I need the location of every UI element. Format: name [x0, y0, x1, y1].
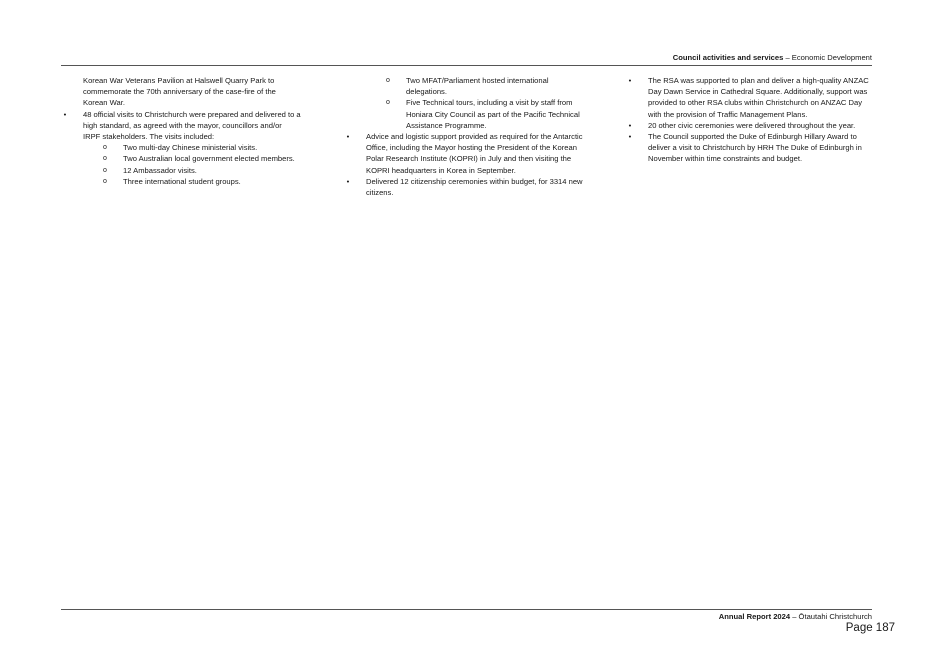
bullet-marker: •: [346, 176, 350, 186]
sub-list-item: [61, 165, 301, 176]
column-left: [61, 75, 301, 187]
list-item: [344, 131, 589, 176]
sub-bullet-marker: o: [386, 77, 390, 84]
footer-rule: [61, 609, 872, 610]
sub-list-item-text: Three international student groups.: [123, 176, 241, 186]
sub-list-item: [344, 75, 589, 97]
bullet-marker: •: [628, 76, 632, 85]
sub-list-item: [61, 176, 301, 187]
running-footer: [61, 612, 872, 622]
sub-list-item-text: Two multi-day Chinese ministerial visits.: [123, 143, 258, 153]
sub-list-item-text: 12 Ambassador visits.: [123, 165, 197, 175]
bullet-marker: •: [346, 132, 350, 142]
list-item-text: 20 other civic ceremonies were delivered throughout the year.: [648, 120, 856, 130]
sub-list-item: [61, 142, 301, 153]
running-header: [61, 53, 872, 63]
sub-list-item: [344, 97, 589, 131]
column-right: [626, 75, 874, 165]
footer-report-title: Annual Report 2024: [718, 612, 791, 621]
sub-list-item-text: Two Australian local government elected members.: [123, 154, 295, 164]
list-item: [626, 131, 874, 165]
list-item-text: Advice and logistic support provided as required for the Antarctic Office, including the Mayor hosting the President of the Korean Polar Research Institute (KOPRI) in July and then visiting the KOPRI headquarters in Korea in September.: [366, 132, 583, 175]
bullet-marker: •: [628, 120, 632, 130]
header-section-subtitle: – Economic Development: [783, 53, 872, 62]
sub-list-item-text: Five Technical tours, including a visit by staff from Honiara City Council as part of the Pacific Technical Assistance Programme.: [406, 98, 580, 130]
footer-location: – Ōtautahi Christchurch: [790, 612, 872, 621]
bullet-marker: •: [628, 132, 632, 142]
list-item-text: Delivered 12 citizenship ceremonies within budget, for 3314 new citizens.: [366, 176, 583, 198]
list-item-text: The Council supported the Duke of Edinburgh Hillary Award to deliver a visit to Christchurch by HRH The Duke of Edinburgh in November within time constraints and budget.: [648, 132, 862, 164]
column-middle: [344, 75, 589, 198]
bullet-marker: •: [63, 109, 67, 119]
list-item-text: The RSA was supported to plan and deliver a high-quality ANZAC Day Dawn Service in Cathedral Square. Additionally, support was provided to other RSA clubs within Christchurch on ANZAC Day with the provision of Traffic Management Plans.: [648, 76, 869, 119]
list-item-text: 48 official visits to Christchurch were prepared and delivered to a high standard, as agreed with the mayor, councillors and/or IRPF stakeholders. The visits included:: [83, 109, 301, 142]
sub-bullet-marker: o: [386, 99, 390, 107]
list-item: [626, 120, 874, 131]
sub-list-item-text: Two MFAT/Parliament hosted international delegations.: [406, 76, 549, 97]
page-number: Page 187: [845, 622, 895, 634]
sub-list-item: [61, 153, 301, 164]
header-section-title: Council activities and services: [672, 53, 784, 62]
list-item: [626, 75, 874, 120]
header-rule: [61, 65, 872, 66]
continued-text: Korean War Veterans Pavilion at Halswell Quarry Park to commemorate the 70th anniversary of the case-fire of the Korean War.: [83, 76, 276, 108]
list-item: [344, 176, 589, 198]
sub-bullet-marker: o: [103, 144, 107, 152]
sub-bullet-marker: o: [103, 166, 107, 174]
sub-bullet-marker: o: [103, 155, 107, 163]
sub-bullet-marker: o: [103, 177, 107, 185]
list-item: [61, 109, 301, 143]
